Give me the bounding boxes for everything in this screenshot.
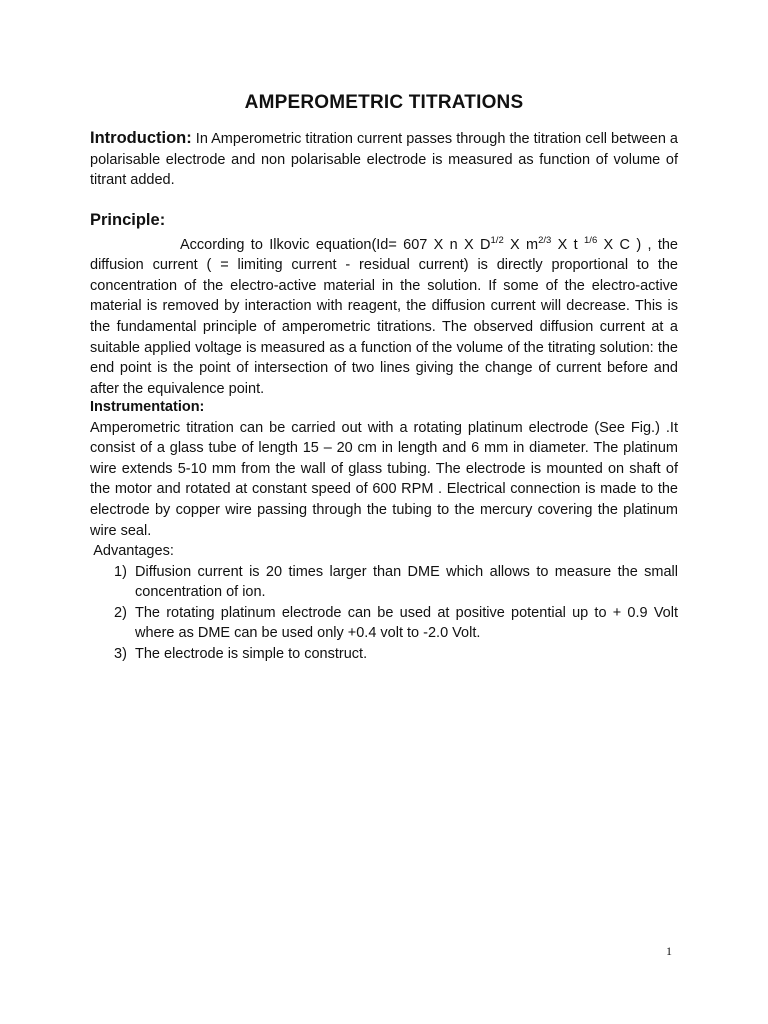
principle-sup-t: 1/6 [584, 234, 598, 246]
list-item [90, 562, 678, 603]
principle-paragraph [90, 235, 678, 400]
list-item [90, 644, 678, 665]
principle-eq-after: X C ) , the diffusion current ( = limiting current - residual current) is directly proportional to the concentration of the electro-active material in the solution. If some of the electro-active material is removed by interaction with reagent, the diffusion current will decrease. This is the fundamental principle of amperometric titrations. The observed diffusion current at a suitable applied voltage is measured as a function of the volume of the titrating solution: the end point is the point of intersection of two lines giving the change of current before and after the equivalence point. [90, 236, 678, 397]
list-item-text: The electrode is simple to construct. [135, 645, 368, 662]
principle-section [90, 210, 678, 399]
advantages-heading: Advantages: [90, 543, 174, 559]
principle-heading: Principle: [90, 211, 166, 229]
list-item-number: 1) [114, 563, 127, 580]
principle-sup-m: 2/3 [538, 234, 552, 246]
advantages-section [90, 541, 678, 665]
list-item-number: 3) [114, 645, 127, 662]
instrumentation-heading: Instrumentation: [90, 399, 205, 415]
principle-eq-before: According to Ilkovic equation(Id= 607 X n X D [180, 236, 491, 253]
introduction-heading: Introduction: [90, 129, 192, 147]
instrumentation-text: Amperometric titration can be carried out with a rotating platinum electrode (See Fig.) .It consist of a glass tube of length 15 – 20 cm in length and 6 mm in diameter. The platinum wire extends 5-10 mm from the wall of glass tubing. The electrode is mounted on shaft of the motor and rotated at constant speed of 600 RPM . Electrical connection is made to the electrode by copper wire passing through the tubing to the mercury covering the platinum wire seal. [90, 419, 678, 539]
principle-eq-mid1: X m [503, 236, 539, 253]
list-item-text: The rotating platinum electrode can be used at positive potential up to + 0.9 Volt where as DME can be used only +0.4 volt to -2.0 Volt. [135, 604, 678, 642]
list-item-number: 2) [114, 604, 127, 621]
instrumentation-section [90, 397, 678, 541]
principle-sup-d: 1/2 [490, 234, 504, 246]
advantages-list [90, 562, 678, 665]
introduction-section [90, 128, 678, 191]
list-item-text: Diffusion current is 20 times larger than DME which allows to measure the small concentration of ion. [135, 563, 678, 601]
page-title: AMPEROMETRIC TITRATIONS [244, 92, 524, 113]
introduction-text: In Amperometric titration current passes through the titration cell between a polarisable electrode and non polarisable electrode is measured as function of volume of titrant added. [90, 131, 678, 189]
list-item [90, 603, 678, 644]
page-number: 1 [666, 944, 672, 958]
principle-eq-mid2: X t [551, 236, 585, 253]
